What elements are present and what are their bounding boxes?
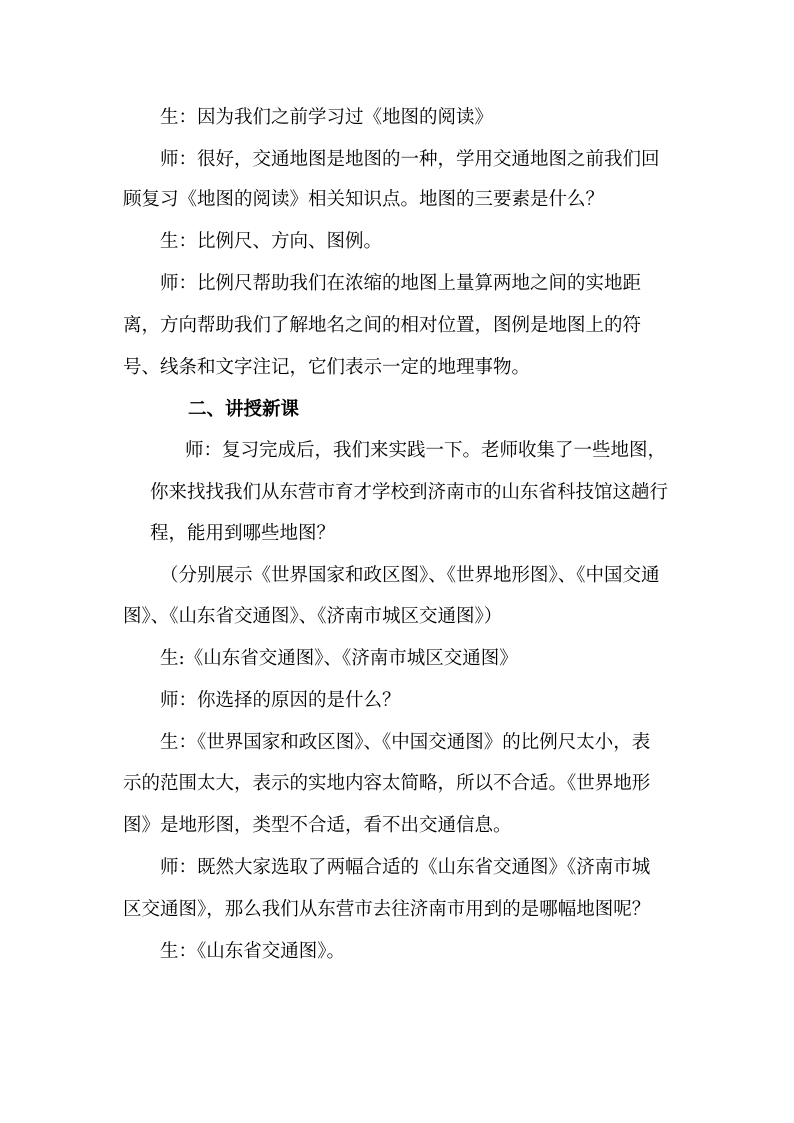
text-line: 生：因为我们之前学习过《地图的阅读》	[160, 107, 494, 128]
text-line: 师：复习完成后，我们来实践一下。老师收集了一些地图，	[185, 440, 667, 461]
text-line: 程，能用到哪些地图？	[150, 523, 336, 544]
text-line: 生：《世界国家和政区图》、《中国交通图》的比例尺太小，表	[160, 732, 651, 753]
text-line: 离，方向帮助我们了解地名之间的相对位置，图例是地图上的符	[123, 315, 642, 336]
text-line: 号、线条和文字注记，它们表示一定的地理事物。	[123, 357, 531, 378]
text-line: 区交通图》，那么我们从东营市去往济南市用到的是哪幅地图呢？	[123, 899, 651, 920]
text-line: 师：既然大家选取了两幅合适的《山东省交通图》《济南市城	[160, 857, 651, 878]
text-line: 你来找找我们从东营市育才学校到济南市的山东省科技馆这趟行	[150, 482, 669, 503]
section-heading: 二、讲授新课	[188, 399, 300, 420]
text-line: 示的范围太大，表示的实地内容太简略，所以不合适。《世界地形	[123, 773, 651, 794]
text-line: 图》、《山东省交通图》、《济南市城区交通图》）	[123, 606, 503, 627]
text-line: 顾复习《地图的阅读》相关知识点。地图的三要素是什么？	[123, 189, 605, 210]
text-line: 图》是地形图，类型不合适，看不出交通信息。	[123, 815, 512, 836]
text-line: 生：《山东省交通图》。	[160, 941, 346, 962]
text-line: 师：比例尺帮助我们在浓缩的地图上量算两地之间的实地距	[160, 273, 642, 294]
text-line: 生:《山东省交通图》、《济南市城区交通图》	[160, 648, 518, 669]
text-line: （分别展示《世界国家和政区图》、《世界地形图》、《中国交通	[160, 565, 660, 586]
text-line: 生：比例尺、方向、图例。	[160, 231, 383, 252]
text-line: 师：很好，交通地图是地图的一种，学用交通地图之前我们回	[160, 149, 660, 170]
text-line: 师：你选择的原因的是什么？	[160, 690, 401, 711]
